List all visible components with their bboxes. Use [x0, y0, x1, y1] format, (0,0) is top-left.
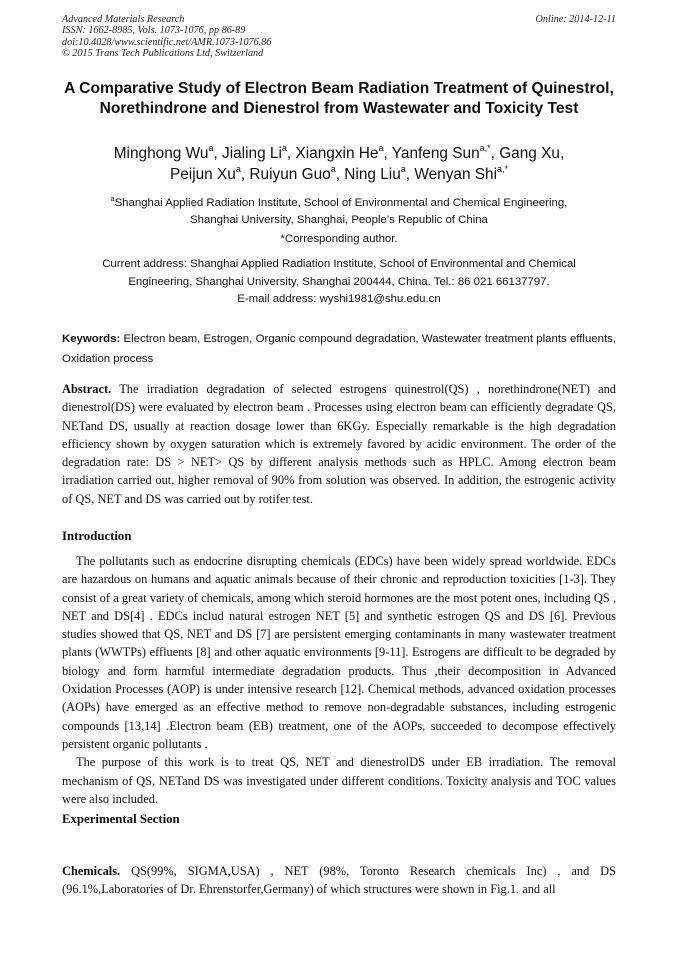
author-name: Ruiyun Guo [249, 166, 331, 183]
journal-header [62, 14, 616, 59]
author-name: Minghong Wu [113, 145, 209, 162]
author-sup: a [400, 163, 406, 174]
abstract-text: The irradiation degradation of selected estrogens quinestrol(QS) , norethindrone(NET) and dienestrol(DS) were evaluated by electron beam . Processes using electron beam can efficiently degradate QS, NETand DS, usually at reaction dosage lower than 6KGy. Especially remarkable is the high degradation efficiency shown by oxygen saturation which is extremely favored by acidic environment. The order of the degradation rate: DS > NET> QS by different analysis methods such as HPLC. Among electron beam irradiation carried out, higher removal of 90% from solution was observed. In addition, the estrogenic activity of QS, NET and DS was carried out by rotifer test. [62, 382, 617, 506]
introduction-heading: Introduction [62, 529, 132, 543]
affiliation [62, 191, 616, 229]
author-name: Wenyan Shi [414, 166, 498, 183]
chemicals-paragraph [62, 862, 616, 899]
journal-name: Advanced Materials Research [62, 14, 185, 25]
author-name: Jialing Li [222, 145, 282, 162]
author-list: Minghong Wu$^a$, Jialing Li$^a$, Xiangxin He$^a$, Yanfeng Sun$^{a,*}$, Gang Xu, Peijun Xu$^a$, Ruiyun Guo$^a$, Ning Liu$^a$, Wenyan Shi$^{a,*}$ [113, 142, 565, 183]
abstract-block [62, 380, 616, 508]
author-sup: a [330, 163, 336, 174]
author-sup: a,* [479, 142, 491, 153]
author-sup: a,* [497, 163, 509, 174]
affiliation-line-2: Shanghai University, Shanghai, People’s Republic of China [190, 213, 488, 226]
introduction-body [62, 552, 616, 808]
author-sup: a [235, 163, 241, 174]
keywords-text: Electron beam, Estrogen, Organic compound degradation, Wastewater treatment plants effluents, Oxidation process [62, 333, 616, 365]
introduction-paragraph: The pollutants such as endocrine disrupting chemicals (EDCs) have been widely spread worldwide. EDCs are hazardous on humans and aquatic animals because of their chronic and reproduction toxicities [1-3]. They consist of a great variety of chemicals, among which steroid hormones are the most potent ones, including QS , NET and DS[4] . EDCs includ natural estrogen NET [5] and synthetic estrogen QS and DS [6]. Previous studies showed that QS, NET and DS [7] are persistent emerging contaminants in many wastewater treatment plants (WWTPs) effluents [8] and other aquatic environments [9-11]. Estrogens are difficult to be degraded by biology and form harmful intermediate degradation products. Thus ,their decomposition in Advanced Oxidation Processes (AOP) is under intensive research [12]. Chemical methods, advanced oxidation processes (AOPs) have emerged as an effective method to remove non-degradable substances, including estrogenic compounds [13,14] .Electron beam (EB) treatment, one of the AOPs, succeeded to decompose effectively persistent organic pollutants . [62, 554, 616, 751]
chemicals-text: QS(99%, SIGMA,USA) , NET (98%, Toronto Research chemicals Inc) , and DS (96.1%,Laboratories of Dr. Ehrenstorfer,Germany) of which structures were shown in Fig.1. and all [62, 864, 616, 897]
author-sup: a [378, 142, 384, 153]
journal-issn: ISSN: 1662-8985, Vols. 1073-1076, pp 86-89 [62, 25, 246, 37]
current-address-line-2: Engineering, Shanghai University, Shanghai 200444, China. Tel.: 86 021 66137797. [128, 275, 550, 288]
current-address-line-1: Current address: Shanghai Applied Radiation Institute, School of Environmental and Chemical [102, 258, 576, 270]
affiliation-sup: a [110, 196, 115, 203]
keywords-label: Keywords: [62, 333, 121, 345]
author-sup: a [208, 142, 214, 153]
email-address: E-mail address: wyshi1981@shu.edu.cn [237, 293, 441, 306]
abstract-label: Abstract. [62, 382, 112, 396]
affiliation-line-1: Shanghai Applied Radiation Institute, School of Environmental and Chemical Engineering, [114, 196, 568, 209]
author-name: Xiangxin He [295, 145, 379, 162]
author-name: Gang Xu [499, 145, 560, 162]
author-name: Yanfeng Sun [391, 145, 480, 162]
journal-doi: doi:10.4028/www.scientific.net/AMR.1073-1076.86 [62, 36, 272, 48]
paper-title: A Comparative Study of Electron Beam Radiation Treatment of Quinestrol, Norethindrone and Dienestrol from Wastewater and Toxicity Test [64, 80, 614, 117]
journal-copyright: © 2015 Trans Tech Publications Ltd, Switzerland [62, 47, 264, 59]
author-sup: a [281, 142, 287, 153]
chemicals-label: Chemicals. [62, 864, 121, 878]
author-name: Ning Liu [344, 166, 401, 183]
experimental-heading: Experimental Section [62, 812, 180, 826]
introduction-paragraph: The purpose of this work is to treat QS, NET and dienestrolDS under EB irradiation. The removal mechanism of QS, NETand DS was investigated under different conditions. Toxicity analysis and TOC values were also included. [62, 755, 616, 806]
online-date: Online: 2014-12-11 [535, 14, 616, 25]
author-name: Peijun Xu [169, 166, 236, 183]
corresponding-note: *Corresponding author. [280, 233, 398, 245]
keywords-block [62, 330, 616, 369]
current-address [62, 256, 616, 309]
